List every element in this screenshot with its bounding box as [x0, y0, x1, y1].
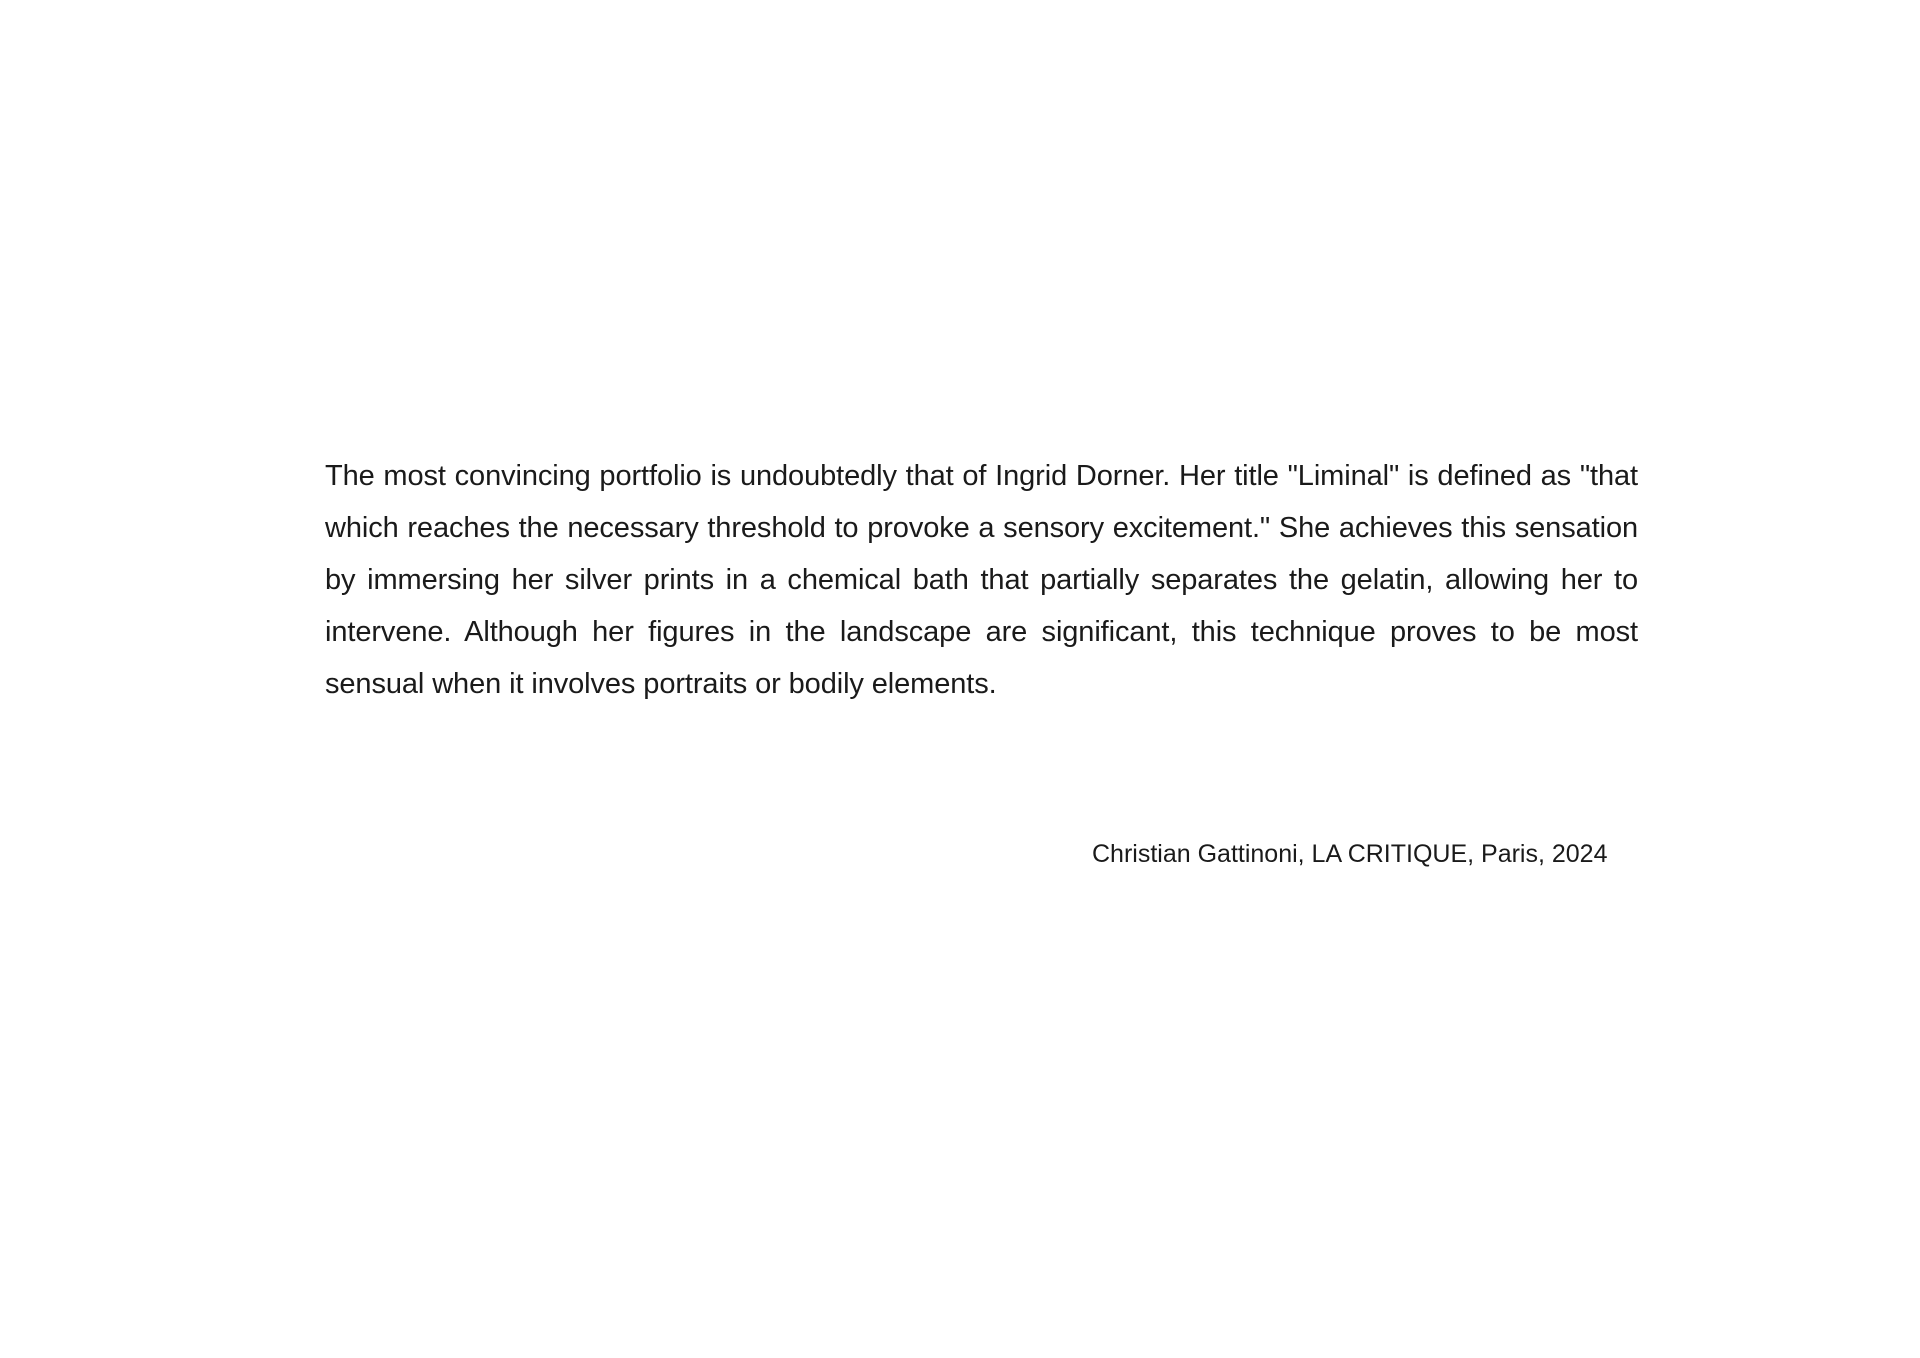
quote-attribution: Christian Gattinoni, LA CRITIQUE, Paris, 2024 — [1092, 840, 1608, 868]
quote-paragraph: The most convincing portfolio is undoubtedly that of Ingrid Dorner. Her title "Liminal" is defined as "that which reaches the necessary threshold to provoke a sensory excitement." She achieves this sensation by immersing her silver prints in a chemical bath that partially separates the gelatin, allowing her to intervene. Although her figures in the landscape are significant, this technique proves to be most sensual when it involves portraits or bodily elements. — [325, 460, 1638, 700]
